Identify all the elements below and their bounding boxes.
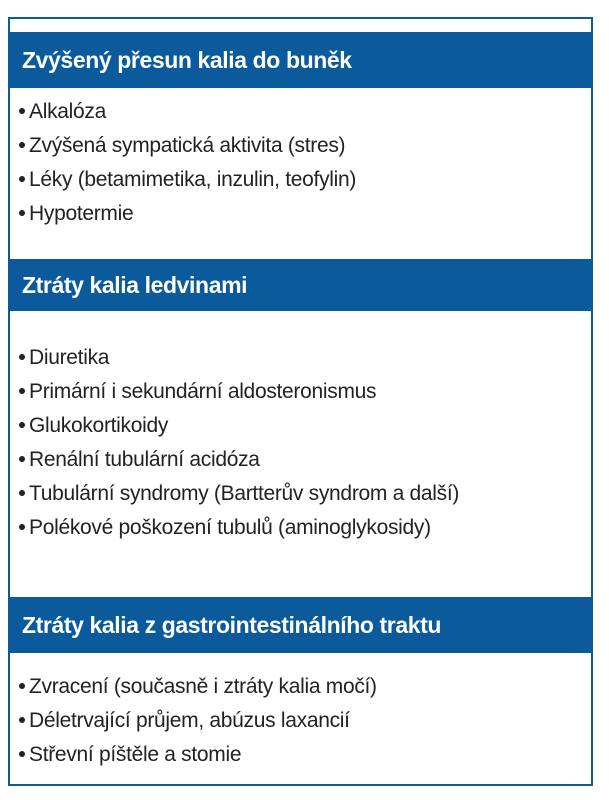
list-item (19, 511, 591, 545)
section-header-gi-loss (10, 597, 591, 653)
section-header-renal-loss (10, 259, 591, 311)
list-item (19, 163, 591, 197)
section-title: Ztráty kalia z gastrointestinálního traktu (22, 611, 442, 638)
bullet-icon (19, 456, 25, 462)
bullet-icon (19, 176, 25, 182)
list-item-text: Střevní píštěle a stomie (29, 743, 242, 766)
list-item-text: Glukokortikoidy (29, 414, 169, 437)
list-item-text: Tubulární syndromy (Bartterův syndrom a další) (29, 482, 460, 505)
bullet-icon (19, 717, 25, 723)
list-item (19, 704, 591, 738)
list-item (19, 670, 591, 704)
list-item-text: Zvracení (současně i ztráty kalia močí) (29, 675, 377, 698)
list-item (19, 443, 591, 477)
list-item-text: Déletrvající průjem, abúzus laxancií (29, 709, 350, 732)
bullet-icon (19, 683, 25, 689)
list-item-text: Alkalóza (29, 100, 106, 123)
list-item-text: Renální tubulární acidóza (29, 448, 260, 471)
list-item (19, 409, 591, 443)
list-item-text: Zvýšená sympatická aktivita (stres) (29, 134, 346, 157)
bullet-icon (19, 108, 25, 114)
bullet-icon (19, 751, 25, 757)
section-body-gi-loss (10, 670, 591, 772)
bullet-icon (19, 142, 25, 148)
list-item-text: Léky (betamimetika, inzulin, teofylin) (29, 168, 357, 191)
list-item (19, 375, 591, 409)
section-body-cell-shift (10, 95, 591, 231)
table-frame (8, 17, 593, 786)
bullet-icon (19, 388, 25, 394)
list-item (19, 95, 591, 129)
bullet-icon (19, 490, 25, 496)
bullet-icon (19, 210, 25, 216)
section-body-renal-loss (10, 341, 591, 545)
section-header-cell-shift (10, 32, 591, 88)
list-item (19, 477, 591, 511)
list-item (19, 341, 591, 375)
list-item-text: Hypotermie (29, 202, 134, 225)
list-item (19, 197, 591, 231)
list-item-text: Diuretika (29, 346, 110, 369)
list-item-text: Primární i sekundární aldosteronismus (29, 380, 377, 403)
list-item (19, 738, 591, 772)
section-title: Zvýšený přesun kalia do buněk (22, 46, 352, 73)
bullet-icon (19, 524, 25, 530)
list-item-text: Polékové poškození tubulů (aminoglykosidy) (29, 516, 431, 539)
list-item (19, 129, 591, 163)
section-title: Ztráty kalia ledvinami (22, 271, 248, 298)
bullet-icon (19, 422, 25, 428)
bullet-icon (19, 354, 25, 360)
